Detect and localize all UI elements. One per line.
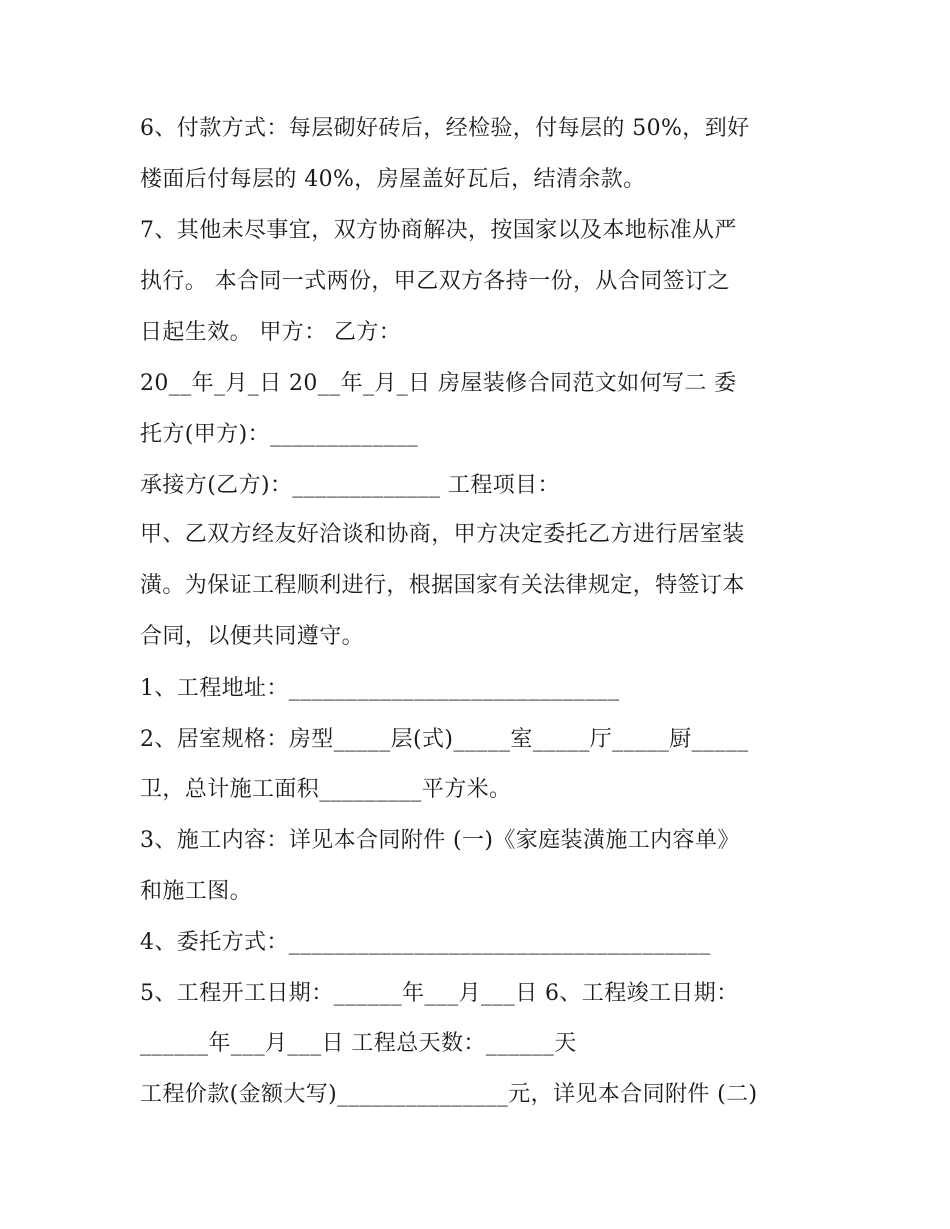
- text-line: 工程价款(金额大写)_______________元，详见本合同附件 (二): [140, 1082, 758, 1107]
- text-line: 2、居室规格：房型_____层(式)_____室_____厅_____厨_____: [140, 727, 749, 752]
- text-line: 执行。 本合同一式两份，甲乙双方各持一份，从合同签订之: [140, 269, 730, 294]
- text-line: ______年___月___日 工程总天数：______天: [140, 1031, 577, 1056]
- text-line: 托方(甲方)：_____________: [140, 422, 419, 447]
- text-line: 潢。为保证工程顺利进行，根据国家有关法律规定，特签订本: [140, 573, 745, 598]
- text-line: 和施工图。: [140, 879, 253, 904]
- text-line: 3、施工内容：详见本合同附件 (一)《家庭装潢施工内容单》: [140, 828, 740, 853]
- text-line: 1、工程地址：_____________________________: [140, 676, 620, 701]
- text-line: 卫，总计施工面积_________平方米。: [140, 777, 512, 802]
- text-line: 4、委托方式：_____________________________________: [140, 930, 711, 955]
- text-line: 5、工程开工日期：______年___月___日 6、工程竣工日期：: [140, 981, 739, 1006]
- text-line: 合同，以便共同遵守。: [140, 624, 365, 649]
- text-line: 楼面后付每层的 40%，房屋盖好瓦后，结清余款。: [140, 167, 646, 192]
- text-line: 7、其他未尽事宜，双方协商解决，按国家以及本地标准从严: [140, 218, 737, 243]
- text-line: 甲、乙双方经友好洽谈和协商，甲方决定委托乙方进行居室装: [140, 522, 745, 547]
- text-line: 6、付款方式：每层砌好砖后，经检验，付每层的 50%，到好: [140, 116, 750, 141]
- text-line: 承接方(乙方)：_____________ 工程项目：: [140, 473, 560, 498]
- text-line: 20__年_月_日 20__年_月_日 房屋装修合同范文如何写二 委: [140, 371, 737, 396]
- text-line: 日起生效。 甲方： 乙方：: [140, 320, 402, 345]
